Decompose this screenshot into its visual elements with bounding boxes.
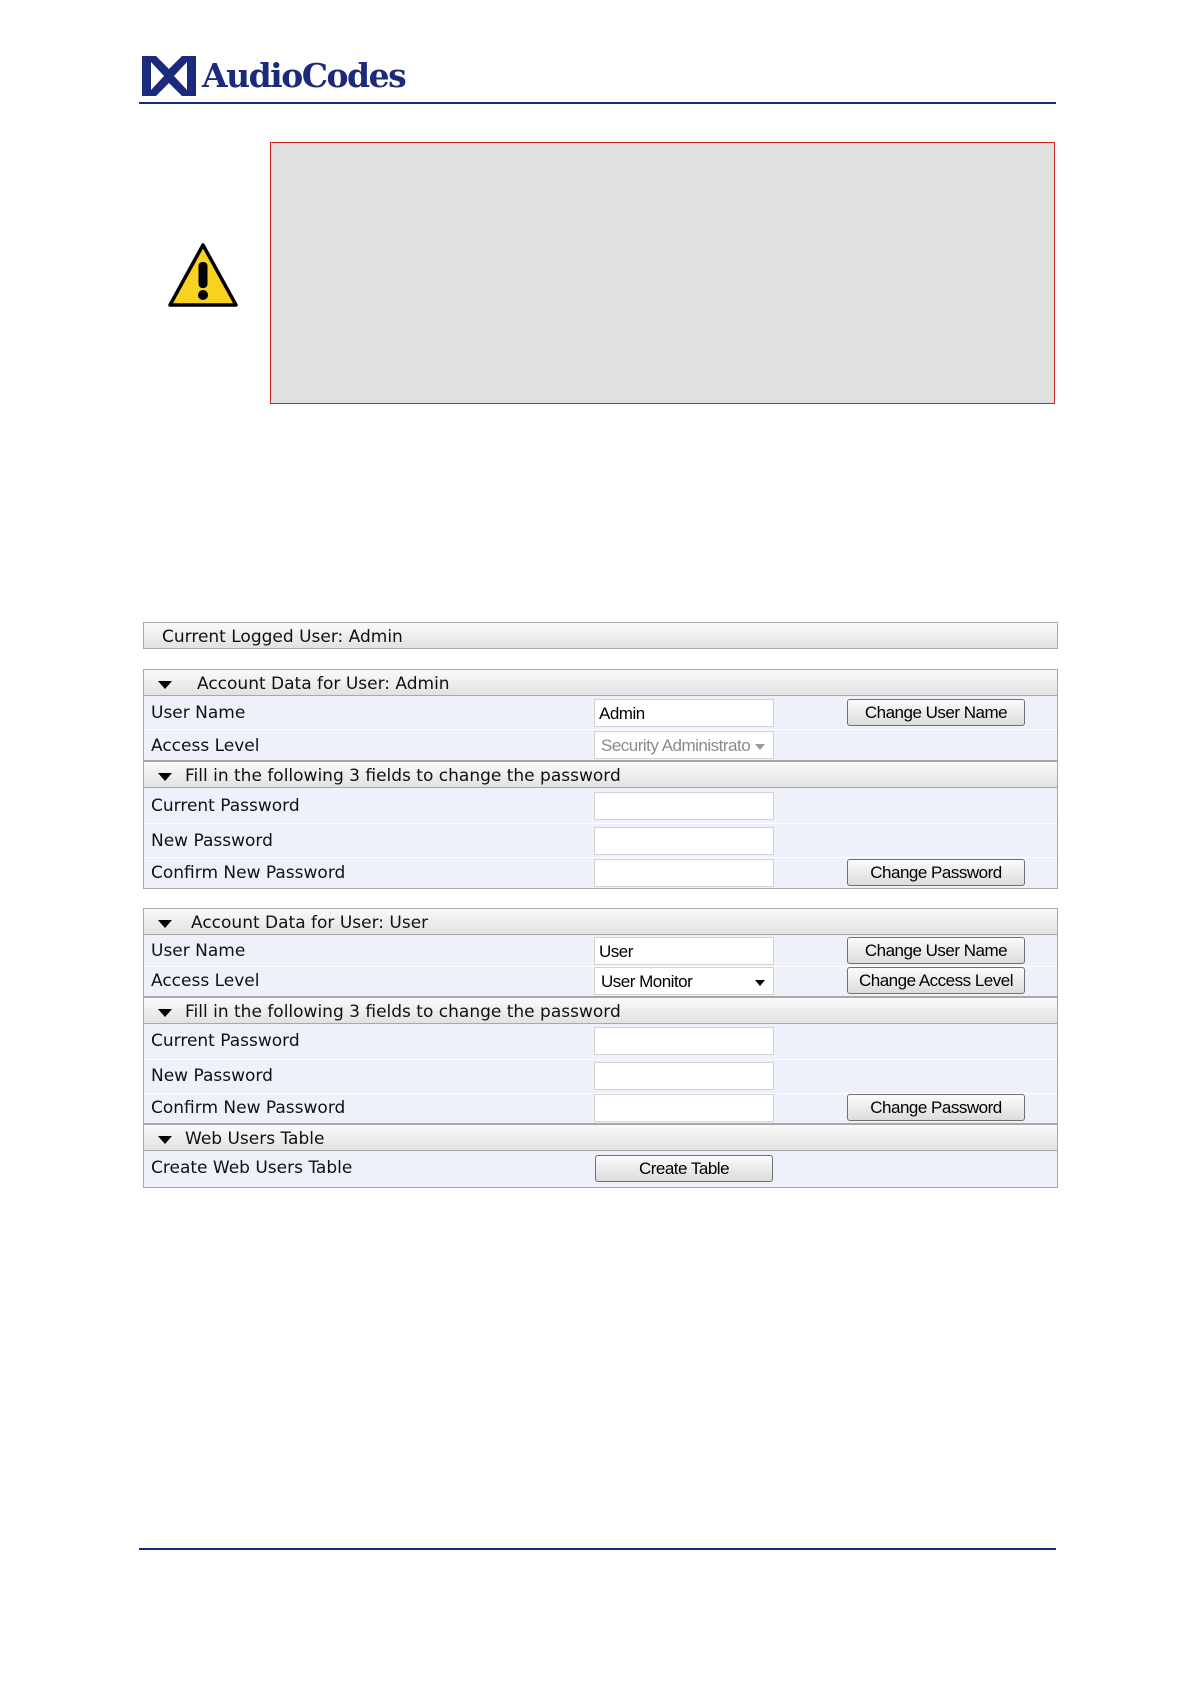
create-table-button[interactable]: Create Table xyxy=(595,1155,773,1182)
audiocodes-logo xyxy=(142,56,405,96)
user-access-level-value: User Monitor xyxy=(601,972,693,991)
warning-icon xyxy=(167,242,239,308)
user-confirm-password-input[interactable] xyxy=(594,1094,774,1122)
admin-confirm-password-input[interactable] xyxy=(594,859,774,887)
user-password-rows xyxy=(143,1024,1058,1124)
user-user-name-input[interactable]: User xyxy=(594,937,774,965)
admin-current-password-input[interactable] xyxy=(594,792,774,820)
admin-password-rows xyxy=(143,788,1058,889)
admin-access-level-value: Security Administrato xyxy=(601,736,751,755)
user-new-password-row xyxy=(144,1059,1057,1094)
dropdown-arrow-icon xyxy=(755,744,765,750)
collapse-arrow-icon[interactable] xyxy=(158,1009,172,1017)
confirm-new-password-label: Confirm New Password xyxy=(151,863,346,883)
dropdown-arrow-icon[interactable] xyxy=(755,980,765,986)
user-confirm-password-row xyxy=(144,1093,1057,1124)
create-web-users-table-label: Create Web Users Table xyxy=(151,1158,353,1178)
user-name-label: User Name xyxy=(151,941,246,961)
admin-new-password-row xyxy=(144,823,1057,858)
audiocodes-logo-icon xyxy=(142,56,196,96)
user-password-header[interactable] xyxy=(143,997,1058,1024)
admin-access-level-select xyxy=(594,731,774,759)
user-user-name-row xyxy=(144,935,1057,967)
web-users-table-title: Web Users Table xyxy=(185,1129,325,1149)
brand-name: AudioCodes xyxy=(202,56,406,95)
create-web-users-table-row xyxy=(144,1151,1057,1188)
admin-new-password-input[interactable] xyxy=(594,827,774,855)
current-user-text: Current Logged User: Admin xyxy=(162,627,403,647)
access-level-label: Access Level xyxy=(151,971,260,991)
current-password-label: Current Password xyxy=(151,796,300,816)
new-password-label: New Password xyxy=(151,1066,273,1086)
admin-user-name-row xyxy=(144,696,1057,730)
collapse-arrow-icon[interactable] xyxy=(158,1136,172,1144)
admin-account-title: Account Data for User: Admin xyxy=(197,674,450,694)
user-access-level-select[interactable] xyxy=(594,967,774,995)
user-current-password-input[interactable] xyxy=(594,1027,774,1055)
note-box xyxy=(270,142,1055,404)
admin-password-header[interactable] xyxy=(143,761,1058,788)
admin-current-password-row xyxy=(144,788,1057,824)
collapse-arrow-icon[interactable] xyxy=(158,920,172,928)
admin-account-header[interactable] xyxy=(143,669,1058,696)
user-account-rows xyxy=(143,935,1058,997)
header-rule xyxy=(139,102,1056,104)
admin-change-password-button[interactable]: Change Password xyxy=(847,859,1025,886)
user-password-title: Fill in the following 3 fields to change the password xyxy=(185,1002,621,1022)
access-level-label: Access Level xyxy=(151,736,260,756)
user-change-password-button[interactable]: Change Password xyxy=(847,1094,1025,1121)
current-user-bar xyxy=(143,622,1058,649)
footer-rule xyxy=(139,1548,1056,1550)
user-change-user-name-button[interactable]: Change User Name xyxy=(847,937,1025,964)
user-access-level-row xyxy=(144,966,1057,997)
collapse-arrow-icon[interactable] xyxy=(158,773,172,781)
user-new-password-input[interactable] xyxy=(594,1062,774,1090)
admin-change-user-name-button[interactable]: Change User Name xyxy=(847,699,1025,726)
user-account-header[interactable] xyxy=(143,908,1058,935)
user-account-title: Account Data for User: User xyxy=(191,913,429,933)
new-password-label: New Password xyxy=(151,831,273,851)
collapse-arrow-icon[interactable] xyxy=(158,681,172,689)
admin-access-level-row xyxy=(144,729,1057,761)
current-password-label: Current Password xyxy=(151,1031,300,1051)
web-users-table-rows xyxy=(143,1151,1058,1188)
confirm-new-password-label: Confirm New Password xyxy=(151,1098,346,1118)
user-current-password-row xyxy=(144,1024,1057,1060)
admin-account-rows xyxy=(143,696,1058,761)
web-users-table-header[interactable] xyxy=(143,1124,1058,1151)
admin-password-title: Fill in the following 3 fields to change the password xyxy=(185,766,621,786)
admin-confirm-password-row xyxy=(144,857,1057,889)
web-user-accounts-panel xyxy=(143,622,1058,1227)
admin-user-name-input[interactable]: Admin xyxy=(594,699,774,727)
user-change-access-level-button[interactable]: Change Access Level xyxy=(847,967,1025,994)
user-name-label: User Name xyxy=(151,703,246,723)
